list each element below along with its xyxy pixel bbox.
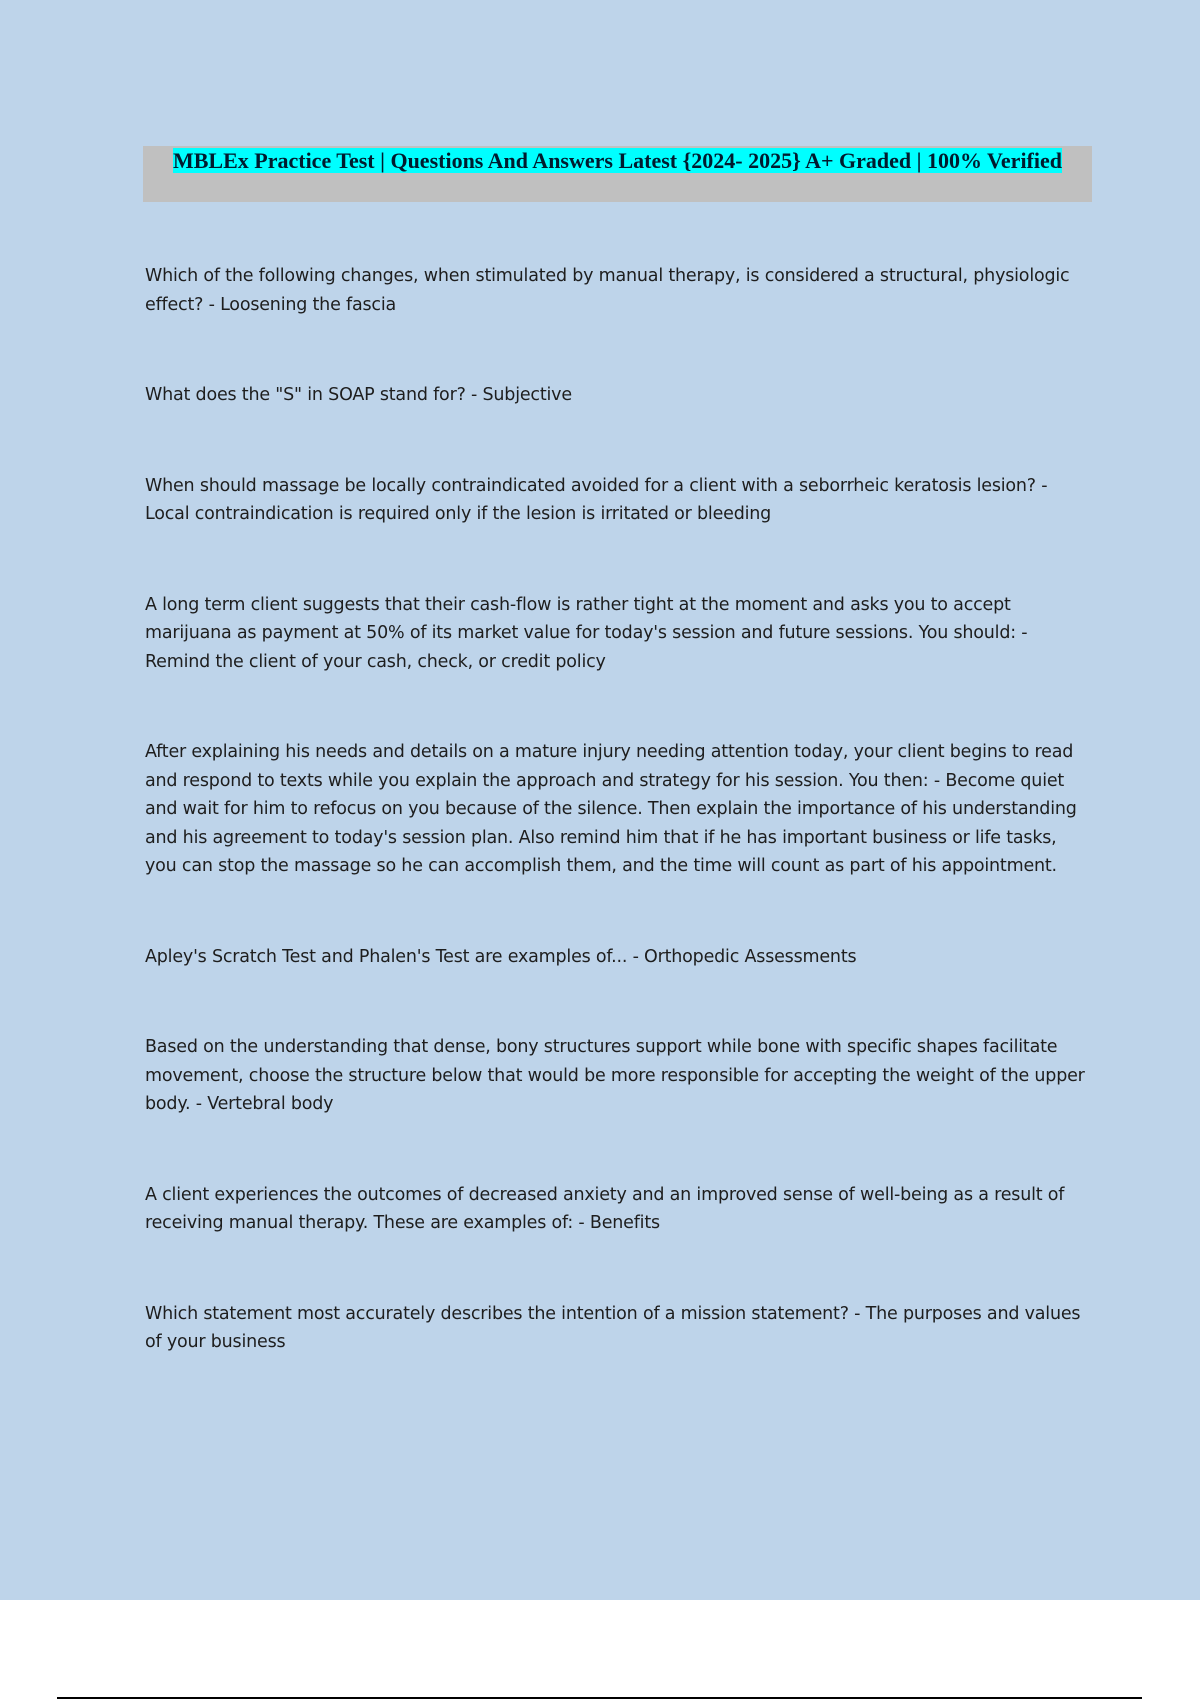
qa-item-3: When should massage be locally contraindicated avoided for a client with a seborrheic keratosis lesion? - Local contraindication is required only if the lesion is irritated or bleeding [145,475,1048,524]
document-title: MBLEx Practice Test | Questions And Answers Latest {2024- 2025} A+ Graded | 100% Verified [172,148,1062,173]
qa-item-4: A long term client suggests that their cash-flow is rather tight at the moment and asks you to accept marijuana as payment at 50% of its market value for today's session and future sessions. You should: - Remind the client of your cash, check, or credit policy [145,594,1028,672]
qa-item-6: Apley's Scratch Test and Phalen's Test are examples of... - Orthopedic Assessments [145,946,857,967]
qa-item-1: Which of the following changes, when stimulated by manual therapy, is considered a structural, physiologic effect? - Loosening the fascia [145,266,1070,315]
qa-item-8: A client experiences the outcomes of decreased anxiety and an improved sense of well-being as a result of receiving manual therapy. These are examples of: - Benefits [145,1184,1065,1233]
document-title-banner [143,146,1092,202]
footer-divider [57,1697,1142,1699]
qa-item-9: Which statement most accurately describes the intention of a mission statement? - The purposes and values of your business [145,1303,1081,1352]
qa-list [145,262,1090,1419]
qa-item-5: After explaining his needs and details on a mature injury needing attention today, your client begins to read and respond to texts while you explain the approach and strategy for his session. You then: - Become quiet and wait for him to refocus on you because of the silence. Then explain the importance of his understanding and his agreement to today's session plan. Also remind him that if he has important business or life tasks, you can stop the massage so he can accomplish them, and the time will count as part of his appointment. [145,742,1077,876]
qa-item-7: Based on the understanding that dense, bony structures support while bone with specific shapes facilitate movement, choose the structure below that would be more responsible for accepting the weight of the upper body. - Vertebral body [145,1037,1085,1114]
qa-item-2: What does the "S" in SOAP stand for? - Subjective [145,385,572,405]
